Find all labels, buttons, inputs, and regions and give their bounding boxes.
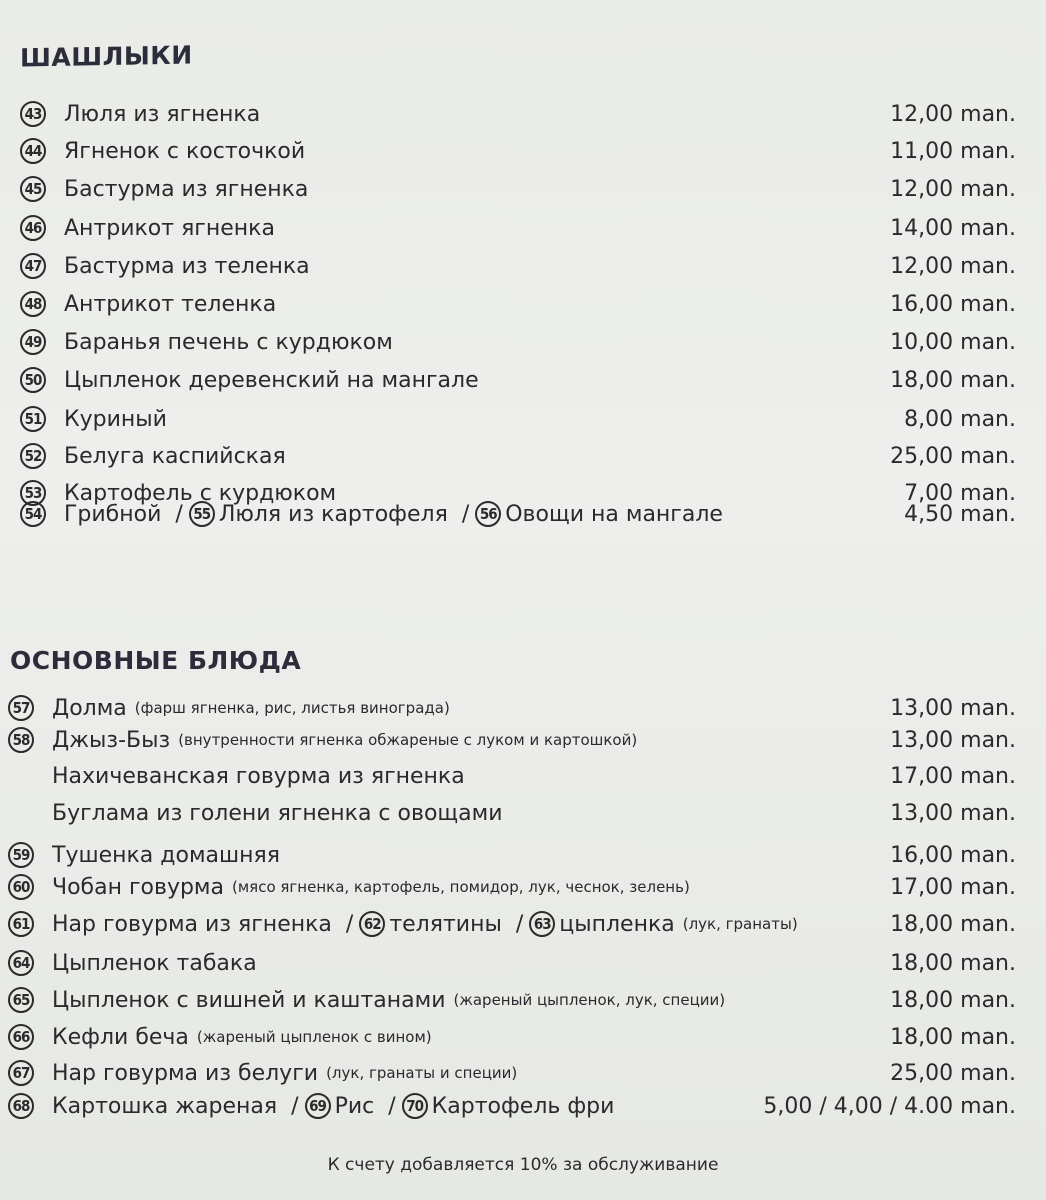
item-name: Бастурма из теленка [64,253,310,279]
item-number-badge: 59 [8,842,34,868]
item-price: 10,00 man. [890,329,1016,355]
item-name: Цыпленок с вишней и каштанами [52,987,446,1013]
item-number-badge: 65 [8,987,34,1013]
item-number-badge: 54 [20,501,46,527]
item-price: 7,00 man. [904,480,1016,506]
item-number-badge: 55 [189,501,215,527]
menu-item [8,690,1046,726]
item-price: 13,00 man. [890,800,1016,826]
item-name: Буглама из голени ягненка с овощами [52,800,503,826]
item-price: 4,50 man. [904,501,1016,527]
item-name: Нар говурма из белуги [52,1060,319,1086]
separator: / [291,1093,299,1119]
item-number-badge: 56 [475,501,501,527]
item-price: 18,00 man. [890,367,1016,393]
item-name: Джыз-Быз [52,727,171,753]
item-price: 8,00 man. [904,406,1016,432]
menu-item [20,362,1046,398]
separator: / [345,911,354,937]
item-number-badge: 67 [8,1060,34,1086]
item-note: (лук, гранаты и специи) [326,1064,518,1082]
item-name: Картофель с курдюком [64,480,337,506]
menu-item [8,982,1046,1018]
item-name: Тушенка домашняя [52,842,281,868]
section-title-main-dishes: ОСНОВНЫЕ БЛЮДА [10,646,302,675]
item-price: 18,00 man. [890,1024,1016,1050]
menu-item [20,96,1046,132]
item-name: Бастурма из ягненка [64,176,309,202]
item-price: 18,00 man. [890,950,1016,976]
item-name: Антрикот теленка [64,291,277,317]
separator: / [388,1093,396,1119]
menu-item [8,758,1046,794]
menu-item [8,1055,1046,1091]
item-number-badge: 63 [529,911,555,937]
item-name: Чобан говурма [52,874,225,900]
item-price: 17,00 man. [890,874,1016,900]
item-name: Рис [334,1093,375,1119]
separator: / [175,501,183,527]
item-number-badge: 69 [305,1093,331,1119]
menu-item [20,210,1046,246]
item-name: Куриный [64,406,167,432]
menu-item [20,324,1046,360]
item-number-badge: 53 [20,480,46,506]
item-name: Цыпленок табака [52,950,257,976]
item-price: 13,00 man. [890,727,1016,753]
item-note: (лук, гранаты) [682,915,798,933]
menu-item [20,248,1046,284]
item-number-badge: 51 [20,406,46,432]
item-name: Белуга каспийская [64,443,286,469]
menu-item [20,401,1046,437]
menu-item [20,438,1046,474]
item-name: Ягненок с косточкой [64,138,306,164]
item-number-badge: 57 [8,695,34,721]
menu-item-combo [8,906,1046,942]
item-name: Грибной [64,501,162,527]
item-price: 5,00 / 4,00 / 4.00 man. [763,1093,1016,1119]
item-number-badge: 60 [8,874,34,900]
item-price: 11,00 man. [890,138,1016,164]
separator: / [461,501,470,527]
item-name: Люля из ягненка [64,101,261,127]
item-name: Кефли беча [52,1024,189,1050]
menu-item [8,722,1046,758]
item-number-badge: 58 [8,727,34,753]
item-name: Баранья печень с курдюком [64,329,393,355]
menu-item-combo [8,1088,1046,1124]
item-name: цыпленка [559,911,675,937]
menu-item [8,945,1046,981]
item-number-badge: 46 [20,215,46,241]
item-name: Нар говурма из ягненка [52,911,332,937]
menu-item [8,795,1046,831]
item-note: (фарш ягненка, рис, листья винограда) [134,699,450,717]
item-price: 18,00 man. [890,987,1016,1013]
item-price: 18,00 man. [890,911,1016,937]
item-note: (жареный цыпленок с вином) [196,1028,432,1046]
item-number-badge: 68 [8,1093,34,1119]
menu-item-combo [20,496,1046,532]
item-name: Цыпленок деревенский на мангале [64,367,479,393]
item-price: 16,00 man. [890,842,1016,868]
item-number-badge: 43 [20,101,46,127]
item-price: 16,00 man. [890,291,1016,317]
item-number-badge: 61 [8,911,34,937]
menu-item [20,133,1046,169]
item-price: 12,00 man. [890,253,1016,279]
item-name: Овощи на мангале [505,501,723,527]
item-number-badge: 45 [20,176,46,202]
item-note: (внутренности ягненка обжареные с луком и картошкой) [178,731,638,749]
item-price: 25,00 man. [890,1060,1016,1086]
item-number-badge: 44 [20,138,46,164]
item-name: телятины [389,911,502,937]
menu-item [20,171,1046,207]
menu-item [8,1019,1046,1055]
item-price: 17,00 man. [890,763,1016,789]
item-name: Картошка жареная [52,1093,278,1119]
item-number-badge: 48 [20,291,46,317]
item-price: 25,00 man. [890,443,1016,469]
item-price: 12,00 man. [890,176,1016,202]
item-note: (мясо ягненка, картофель, помидор, лук, чеснок, зелень) [232,878,690,896]
item-number-badge: 52 [20,443,46,469]
item-name: Нахичеванская говурма из ягненка [52,763,465,789]
item-number-badge: 66 [8,1024,34,1050]
item-note: (жареный цыпленок, лук, специи) [453,991,726,1009]
item-number-badge: 64 [8,950,34,976]
item-number-badge: 62 [359,911,385,937]
item-number-badge: 70 [402,1093,428,1119]
item-name: Картофель фри [431,1093,615,1119]
menu-item [8,869,1046,905]
item-price: 14,00 man. [890,215,1016,241]
item-price: 13,00 man. [890,695,1016,721]
section-title-shashlyki: ШАШЛЫКИ [20,40,193,73]
item-price: 12,00 man. [890,101,1016,127]
separator: / [515,911,524,937]
item-number-badge: 47 [20,253,46,279]
item-name: Люля из картофеля [218,501,448,527]
item-number-badge: 49 [20,329,46,355]
item-name: Долма [52,695,127,721]
service-charge-note: К счету добавляется 10% за обслуживание [327,1155,719,1175]
menu-item [8,837,1046,873]
item-number-badge: 50 [20,367,46,393]
menu-item [20,286,1046,322]
item-name: Антрикот ягненка [64,215,275,241]
